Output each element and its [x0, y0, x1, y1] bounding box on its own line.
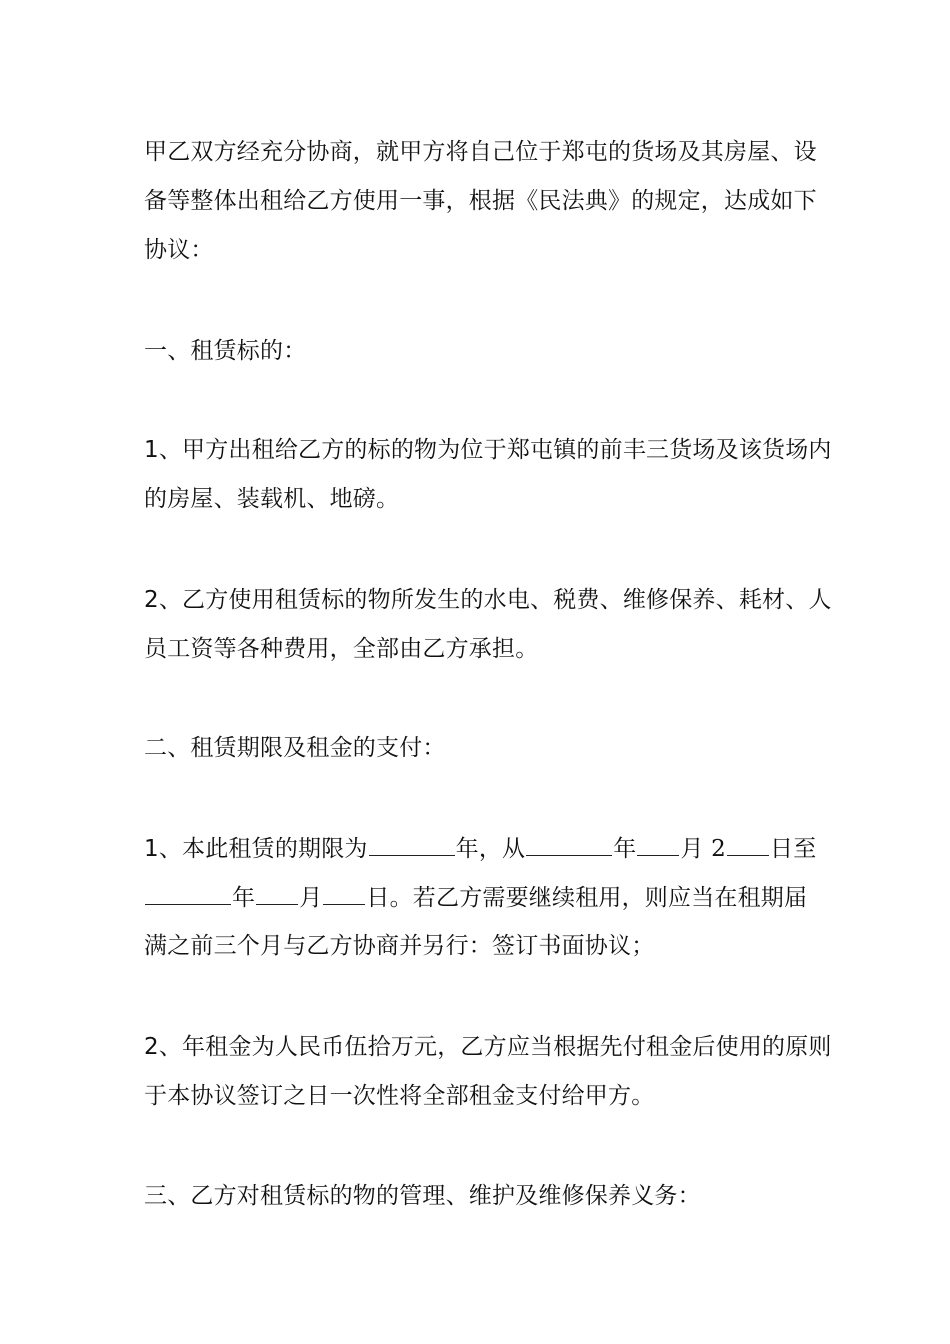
start-day-blank [727, 833, 769, 856]
preamble-line-1: 甲乙双方经充分协商，就甲方将自己位于郑屯的货场及其房屋、设 [144, 139, 817, 165]
start-day-label: 日至 [770, 836, 817, 862]
preamble-line-3: 协议： [144, 237, 214, 263]
section-3-heading: 三、乙方对租赁标的物的管理、维护及维修保养义务： [144, 1183, 701, 1209]
start-month-label: 月 [680, 836, 704, 862]
start-month-blank [637, 833, 679, 856]
section-1-item-2-line-2: 员工资等各种费用，全部由乙方承担。 [144, 636, 539, 662]
section-1-item-2-line-1: 2、乙方使用租赁标的物所发生的水电、税费、维修保养、耗材、人 [144, 587, 832, 613]
preamble-line-2: 备等整体出租给乙方使用一事，根据《民法典》的规定，达成如下 [144, 188, 817, 214]
end-month-label: 月 [299, 885, 323, 911]
end-year-label: 年 [232, 885, 256, 911]
section-2-heading: 二、租赁期限及租金的支付： [144, 735, 446, 761]
term-years-blank [369, 833, 455, 856]
section-2-item-1-line-2 [144, 882, 824, 913]
section-2-item-2-line-2: 于本协议签订之日一次性将全部租金支付给甲方。 [144, 1083, 655, 1109]
section-1-item-1-line-2: 的房屋、装载机、地磅。 [144, 486, 400, 512]
end-month-blank [256, 882, 298, 905]
start-year-label: 年 [613, 836, 637, 862]
section-2-item-1-line-3: 满之前三个月与乙方协商并另行：签订书面协议； [144, 933, 655, 959]
section-2-item-1-line-1 [144, 833, 824, 864]
section-1-item-1-line-1: 1、甲方出租给乙方的标的物为位于郑屯镇的前丰三货场及该货场内 [144, 437, 832, 463]
end-year-blank [145, 882, 231, 905]
section-2-item-2-line-1: 2、年租金为人民币伍拾万元，乙方应当根据先付租金后使用的原则 [144, 1034, 832, 1060]
term-year-label: 年，从 [455, 836, 526, 862]
end-day-label: 日。若乙方需要继续租用，则应当在租期届 [366, 885, 808, 911]
start-day-value: 2 [711, 836, 727, 862]
term-prefix: 1、本此租赁的期限为 [144, 836, 368, 862]
end-day-blank [323, 882, 365, 905]
section-1-heading: 一、租赁标的： [144, 338, 307, 364]
start-year-blank [526, 833, 612, 856]
